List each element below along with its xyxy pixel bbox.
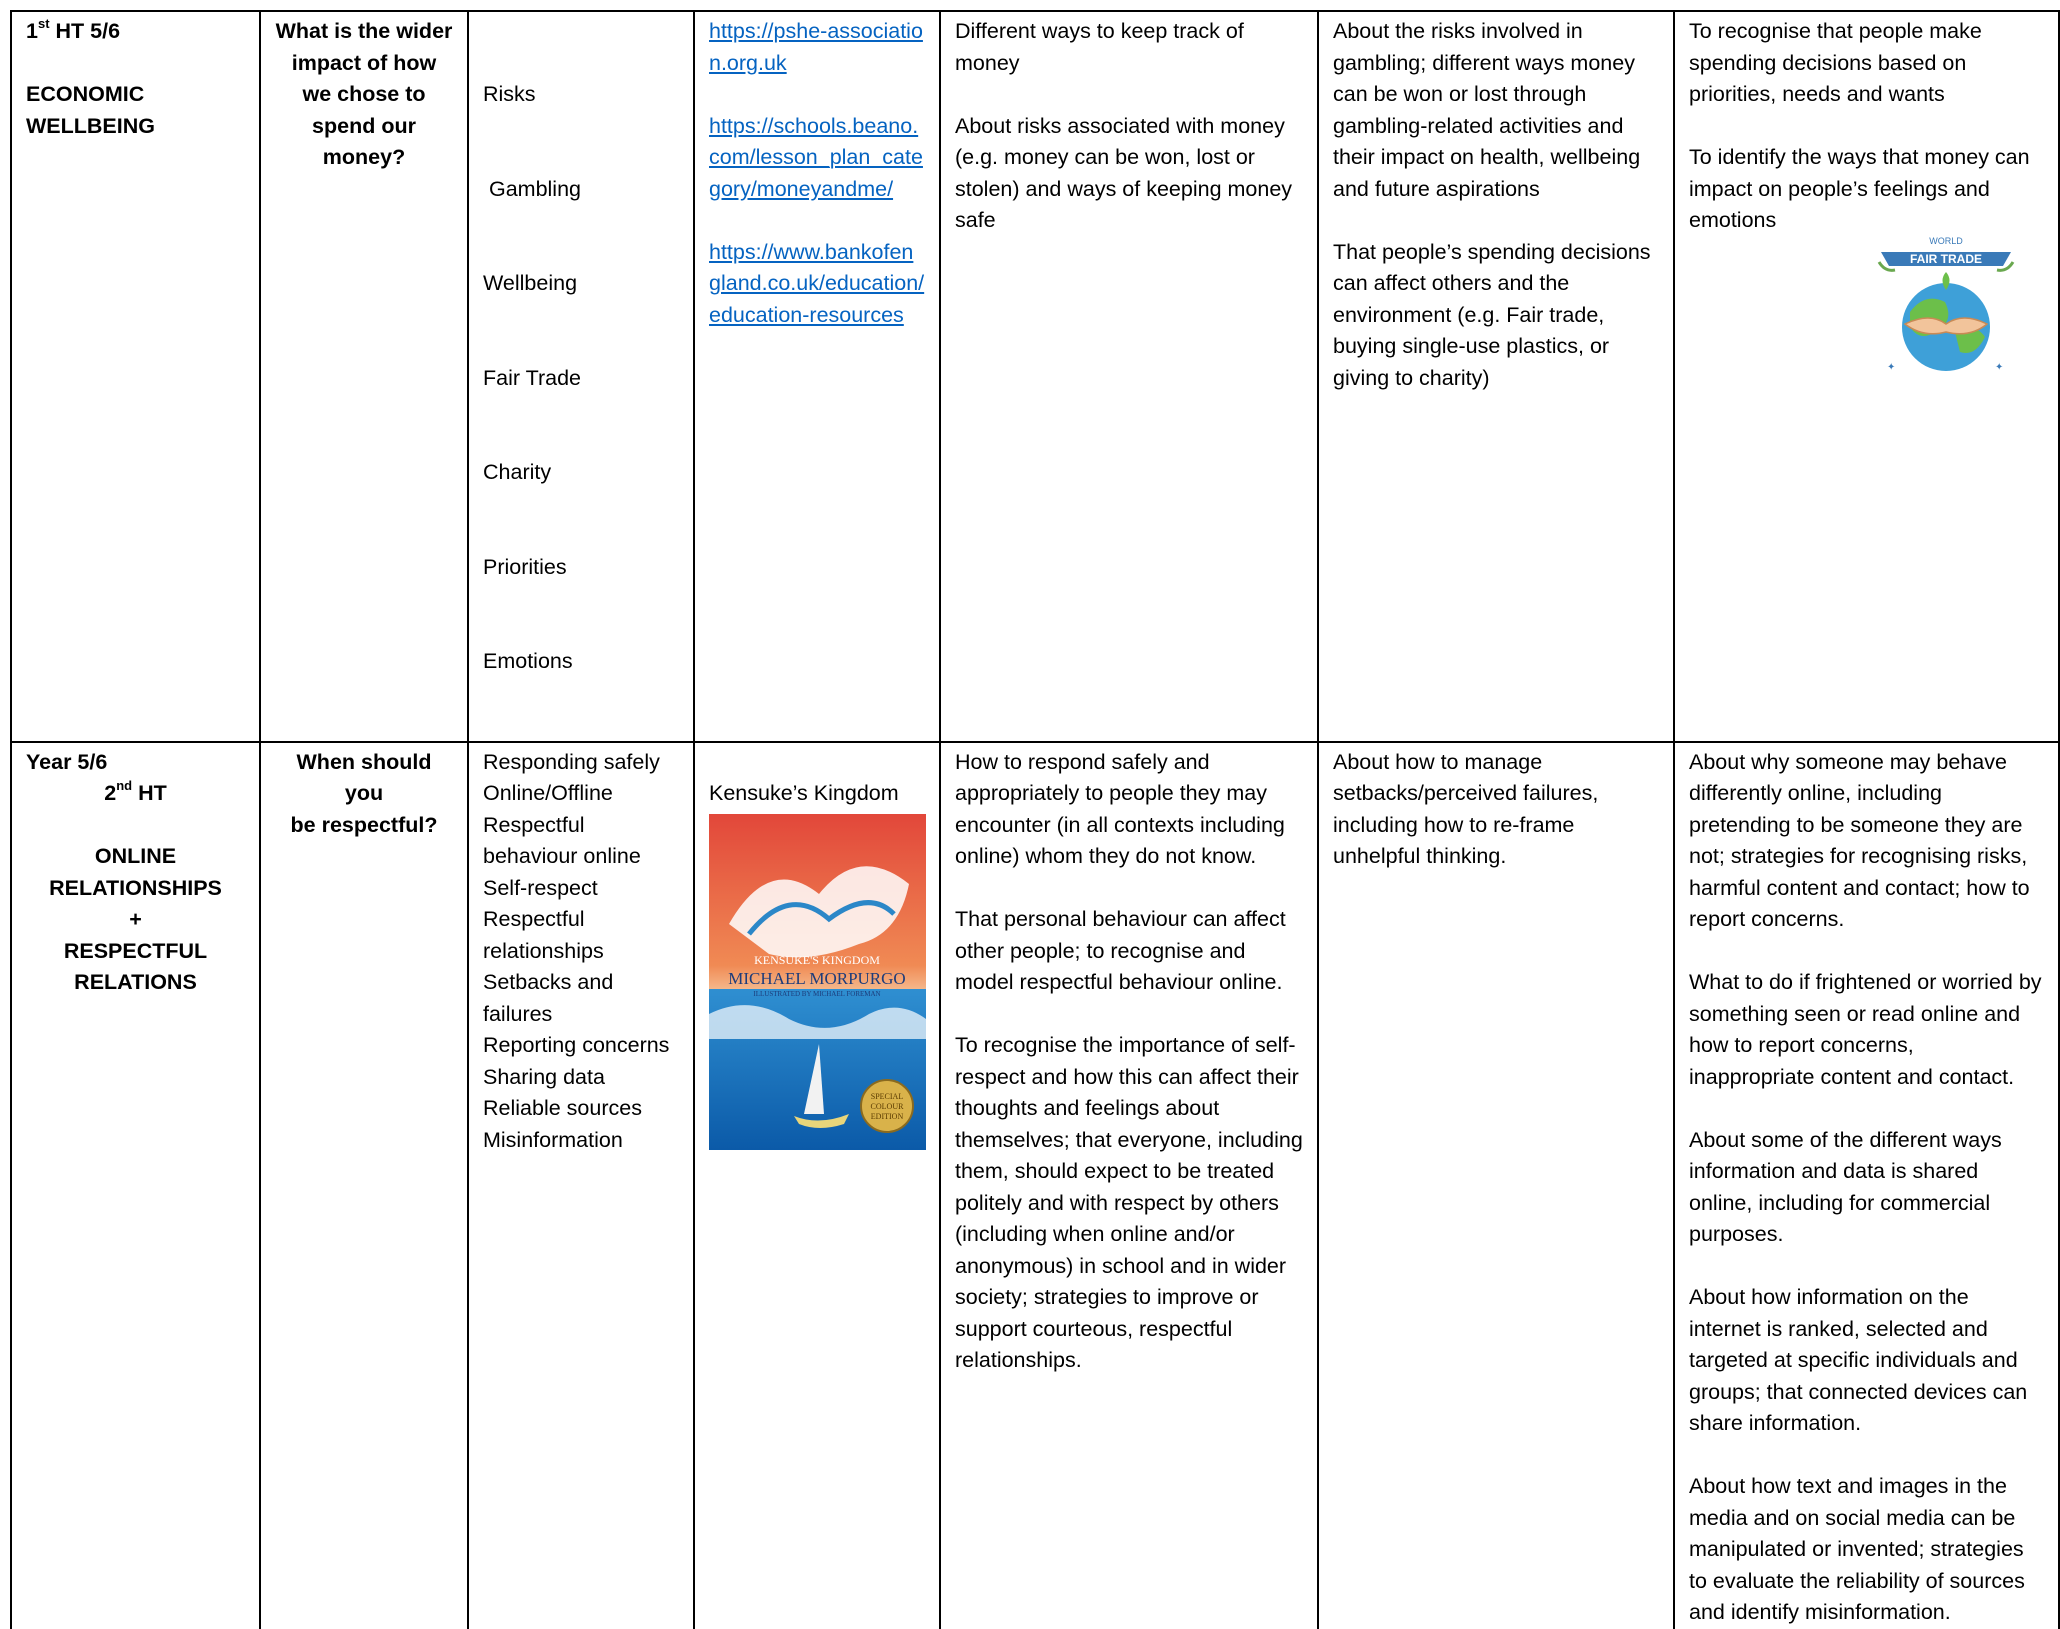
objectives-cell — [1318, 742, 1674, 1629]
vocab-item: Respectful — [483, 812, 585, 837]
unit-number: 1 — [26, 19, 38, 43]
question-line: What is the wider — [275, 19, 453, 43]
question-line: be respectful? — [290, 812, 438, 837]
objective-text: What to do if frightened or worried by something seen or read online and how to report concerns, inappropriate content and contact. — [1689, 970, 2042, 1089]
topic-line: RELATIONSHIPS — [49, 875, 222, 900]
curriculum-table — [10, 10, 2060, 1629]
question-cell — [260, 742, 468, 1629]
objective-text: To recognise the importance of self-respect and how this can affect their thoughts and feelings about themselves; that everyone, including them, should expect to be treated politely and with respect by others (including when online and/or anonymous) in school and in wider society; strategies to improve or support courteous, respectful relationships. — [955, 1033, 1303, 1372]
vocab-item: Sharing data — [483, 1064, 605, 1089]
resource-link[interactable]: https://www.bankofengland.co.uk/education/education-resources — [709, 239, 925, 327]
book-title: Kensuke’s Kingdom — [709, 781, 899, 805]
vocab-item: Charity — [483, 460, 552, 484]
unit-ordinal: st — [37, 15, 50, 31]
table-row — [11, 11, 2059, 742]
topic-line: WELLBEING — [26, 113, 155, 138]
objective-text: About the risks involved in gambling; different ways money can be won or lost through gambling-related activities and their impact on health, wellbeing and future aspirations — [1333, 19, 1641, 201]
vocab-item: Priorities — [483, 554, 567, 579]
topic-line: ONLINE — [94, 844, 177, 868]
cover-author: MICHAEL MORPURGO — [728, 968, 906, 988]
question-line: When should you — [296, 749, 432, 805]
vocab-item: Setbacks and — [483, 970, 614, 994]
objective-text: About how to manage setbacks/perceived failures, including how to re-frame unhelpful thinking. — [1333, 749, 1599, 868]
vocab-item: Reliable sources — [483, 1096, 642, 1120]
vocab-item: Self-respect — [483, 875, 598, 900]
vocab-item: behaviour online — [483, 844, 641, 868]
topic-line: RESPECTFUL — [63, 938, 208, 963]
question-line: money? — [322, 145, 406, 169]
objectives-cell — [1318, 11, 1674, 742]
vocab-item: Respectful — [483, 907, 585, 931]
vocabulary-cell — [468, 11, 694, 742]
table-row — [11, 742, 2059, 1629]
objective-text: About risks associated with money (e.g. money can be won, lost or stolen) and ways of keeping money safe — [955, 113, 1293, 232]
cover-badge-text: EDITION — [870, 1111, 904, 1121]
objectives-cell — [940, 11, 1318, 742]
objective-text: About how information on the internet is ranked, selected and targeted at specific individuals and groups; that connected devices can share information. — [1689, 1285, 2028, 1435]
question-line: impact of how — [291, 50, 437, 75]
cover-badge-text: COLOUR — [870, 1101, 904, 1111]
unit-ordinal: nd — [116, 777, 133, 793]
question-cell — [260, 11, 468, 742]
logo-main-text: FAIR TRADE — [1910, 252, 1982, 266]
vocab-item: Misinformation — [483, 1127, 623, 1152]
logo-sparkle: ✦ — [1887, 362, 1896, 373]
cover-badge-text: SPECIAL — [870, 1091, 904, 1101]
logo-top-text: WORLD — [1929, 236, 1963, 246]
vocab-item: relationships — [483, 938, 604, 963]
objective-text: About how text and images in the media and on social media can be manipulated or invented; strategies to evaluate the reliability of sources and identify misinformation. — [1689, 1474, 2025, 1624]
topic-line: RELATIONS — [74, 970, 197, 994]
cover-illustrator: ILLUSTRATED BY MICHAEL FOREMAN — [753, 989, 881, 998]
objective-text: To identify the ways that money can impact on people’s feelings and emotions — [1689, 145, 2030, 232]
objective-text: That personal behaviour can affect other people; to recognise and model respectful behaviour online. — [955, 907, 1286, 994]
vocab-item: Fair Trade — [483, 365, 581, 390]
vocab-item: Reporting concerns — [483, 1033, 670, 1057]
topic-line: ECONOMIC — [26, 82, 145, 106]
unit-number: 2 — [104, 781, 117, 805]
unit-year: Year 5/6 — [26, 749, 108, 774]
topic-line: + — [129, 907, 142, 931]
unit-label: HT — [132, 781, 167, 805]
unit-cell — [11, 11, 260, 742]
logo-sparkle: ✦ — [1995, 362, 2004, 373]
objective-text: That people’s spending decisions can affect others and the environment (e.g. Fair trade, buying single-use plastics, or giving to charity) — [1333, 239, 1651, 390]
objective-text: About some of the different ways information and data is shared online, including for commercial purposes. — [1689, 1127, 2002, 1246]
vocab-item: failures — [483, 1001, 553, 1026]
resources-cell — [694, 742, 940, 1629]
vocab-item: Risks — [483, 82, 536, 106]
resources-cell — [694, 11, 940, 742]
vocab-item: Gambling — [483, 176, 581, 201]
objectives-cell — [940, 742, 1318, 1629]
resource-link[interactable]: https://schools.beano.com/lesson_plan_category/moneyandme/ — [709, 113, 923, 201]
resource-link[interactable]: https://pshe-association.org.uk — [709, 19, 923, 75]
vocab-item: Responding safely — [483, 749, 660, 774]
unit-cell — [11, 742, 260, 1629]
vocab-item: Online/Offline — [483, 781, 613, 805]
objective-text: To recognise that people make spending decisions based on priorities, needs and wants — [1689, 19, 1982, 106]
cover-small-title: KENSUKE'S KINGDOM — [754, 952, 880, 967]
vocab-item: Emotions — [483, 649, 573, 673]
vocabulary-cell — [468, 742, 694, 1629]
unit-label: HT 5/6 — [49, 19, 121, 43]
objectives-cell — [1674, 742, 2059, 1629]
question-line: spend our — [312, 113, 416, 138]
book-cover-image — [709, 814, 926, 1150]
fair-trade-logo — [1875, 232, 2017, 382]
question-line: we chose to — [302, 82, 426, 106]
objective-text: Different ways to keep track of money — [955, 19, 1244, 75]
objective-text: About why someone may behave differently online, including pretending to be someone they are not; strategies for recognising risks, harmful content and contact; how to report concerns. — [1689, 749, 2030, 931]
objective-text: How to respond safely and appropriately to people they may encounter (in all contexts including online) whom they do not know. — [955, 749, 1285, 868]
vocab-item: Wellbeing — [483, 271, 578, 295]
